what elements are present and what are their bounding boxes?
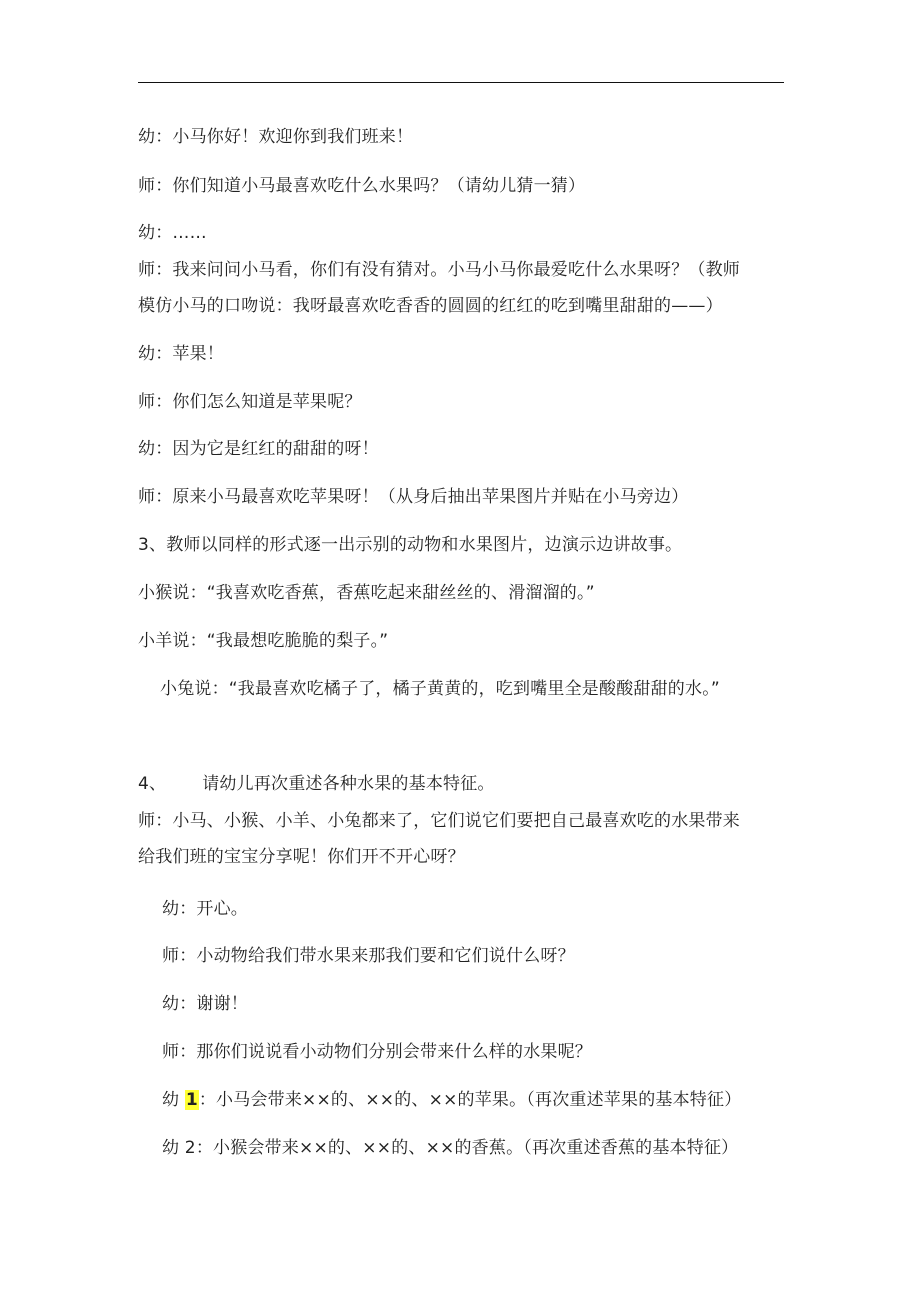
dialogue-line: 幼：开心。 xyxy=(162,899,248,919)
line-text: ：小马会带来××的、××的、××的苹果。（再次重述苹果的基本特征） xyxy=(198,1090,742,1110)
dialogue-line: 幼：苹果！ xyxy=(138,344,224,364)
speaker-label: 幼 xyxy=(162,1090,180,1110)
step-heading xyxy=(138,773,495,795)
step-text: 请幼儿再次重述各种水果的基本特征。 xyxy=(202,774,495,794)
dialogue-line: 师：我来问问小马看，你们有没有猜对。小马小马你最爱吃什么水果呀？（教师 xyxy=(138,260,740,280)
dialogue-line: 幼：…… xyxy=(138,223,207,243)
dialogue-line: 师：你们知道小马最喜欢吃什么水果吗？（请幼儿猜一猜） xyxy=(138,176,586,196)
highlighted-number: 1 xyxy=(185,1090,198,1110)
dialogue-line: 师：小动物给我们带水果来那我们要和它们说什么呀？ xyxy=(162,946,575,966)
dialogue-line: 师：小马、小猴、小羊、小兔都来了，它们说它们要把自己最喜欢吃的水果带来 xyxy=(138,811,740,831)
dialogue-line: 幼：小马你好！欢迎你到我们班来！ xyxy=(138,127,414,147)
dialogue-line: 幼：谢谢！ xyxy=(162,994,248,1014)
dialogue-line: 幼 2：小猴会带来××的、××的、××的香蕉。（再次重述香蕉的基本特征） xyxy=(162,1138,739,1158)
dialogue-line: 给我们班的宝宝分享呢！你们开不开心呀？ xyxy=(138,847,465,867)
dialogue-line: 小猴说：“我喜欢吃香蕉，香蕉吃起来甜丝丝的、滑溜溜的。” xyxy=(138,583,595,603)
dialogue-line: 师：你们怎么知道是苹果呢？ xyxy=(138,392,362,412)
step-heading: 3、教师以同样的形式逐一出示别的动物和水果图片，边演示边讲故事。 xyxy=(138,535,683,555)
dialogue-line: 小兔说：“我最喜欢吃橘子了，橘子黄黄的，吃到嘴里全是酸酸甜甜的水。” xyxy=(160,679,720,699)
dialogue-line: 小羊说：“我最想吃脆脆的梨子。” xyxy=(138,631,389,651)
dialogue-line: 幼：因为它是红红的甜甜的呀！ xyxy=(138,439,379,459)
dialogue-line: 模仿小马的口吻说：我呀最喜欢吃香香的圆圆的红红的吃到嘴里甜甜的——） xyxy=(138,296,723,316)
dialogue-line: 师：那你们说说看小动物们分别会带来什么样的水果呢？ xyxy=(162,1042,592,1062)
header-rule xyxy=(138,82,784,83)
dialogue-line: 师：原来小马最喜欢吃苹果呀！（从身后抽出苹果图片并贴在小马旁边） xyxy=(138,487,689,507)
step-number: 4、 xyxy=(138,774,167,794)
dialogue-line xyxy=(162,1089,741,1111)
